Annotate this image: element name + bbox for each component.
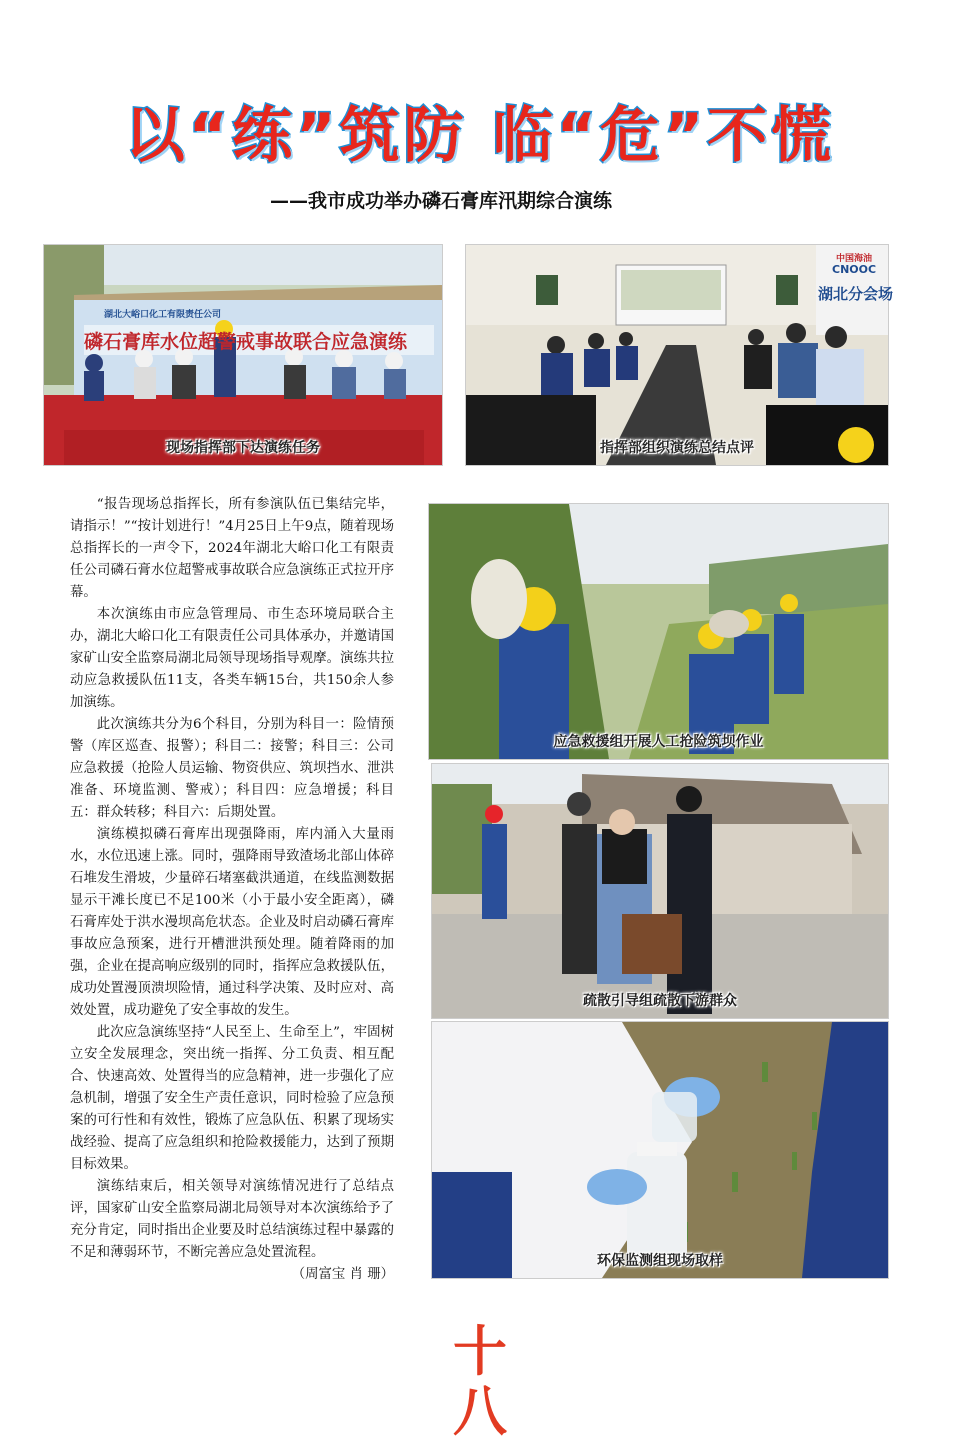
photo-caption: 应急救援组开展人工抢险筑坝作业 (553, 734, 764, 750)
banner-title: 磷石膏库水位超警戒事故联合应急演练 (84, 331, 408, 353)
page-number: 十八 (453, 1320, 507, 1443)
evacuation-scene-graphic (432, 764, 888, 1018)
wall-logo: 中国海油 (836, 254, 873, 264)
stage-scene-graphic (44, 245, 442, 465)
article-paragraph: “报告现场总指挥长，所有参演队伍已集结完毕，请指示！”“按计划进行！”4月25日上午9点，随着现场总指挥长的一声令下，2024年湖北大峪口化工有限责任公司磷石膏水位超警戒事故联合应急演练正式拉开序幕。 (70, 497, 394, 600)
photo-caption: 疏散引导组疏散下游群众 (583, 993, 737, 1009)
article-paragraph (70, 1176, 394, 1282)
article-paragraph: 演练模拟磷石膏库出现强降雨，库内涌入大量雨水，水位迅速上涨。同时，强降雨导致渣场北部山体碎石堆发生滑坡，少量碎石堵塞截洪通道，在线监测数据显示干滩长度已不足100米（小于最小安全距离），磷石膏库处于洪水漫坝高危状态。企业及时启动磷石膏库事故应急预案，进行开槽泄洪预处理。随着降雨的加强，企业在提高响应级别的同时，指挥应急救援队伍，成功处置漫顶溃坝险情，通过科学决策、及时应对、高效处置，成功避免了安全事故的发生。 (70, 827, 394, 1018)
photo-evacuation (431, 763, 889, 1019)
page-subtitle: ——我市成功举办磷石膏库汛期综合演练 (270, 190, 613, 212)
sampling-scene-graphic (432, 1022, 888, 1278)
article-author: （周富宝 肖 珊） (291, 1267, 394, 1282)
banner-company: 湖北大峪口化工有限责任公司 (104, 310, 222, 320)
dam-scene-graphic (429, 504, 888, 759)
photo-sampling (431, 1021, 889, 1279)
wall-text: 湖北分会场 (818, 285, 894, 303)
article-paragraph: 本次演练由市应急管理局、市生态环境局联合主办，湖北大峪口化工有限责任公司具体承办，并邀请国家矿山安全监察局湖北局领导现场指导观摩。演练共拉动应急救援队伍11支，各类车辆15台，共150余人参加演练。 (70, 607, 394, 710)
wall-logo-en: CNOOC (832, 263, 877, 276)
article-paragraph-text: 演练结束后，相关领导对演练情况进行了总结点评，国家矿山安全监察局湖北局领导对本次演练给予了充分肯定，同时指出企业要及时总结演练过程中暴露的不足和薄弱环节，不断完善应急处置流程。 (70, 1179, 394, 1260)
photo-caption: 现场指挥部下达演练任务 (166, 440, 320, 456)
article-paragraph: 此次演练共分为6个科目，分别为科目一：险情预警（库区巡查、报警）；科目二：接警；科目三：公司应急救援（抢险人员运输、物资供应、筑坝挡水、泄洪准备、环境监测、警戒）；科目四：应急增援；科目五：群众转移；科目六：后期处置。 (70, 717, 394, 820)
article-body (70, 494, 394, 1286)
article-paragraph: 此次应急演练坚持“人民至上、生命至上”，牢固树立安全发展理念，突出统一指挥、分工负责、相互配合、快速高效、处置得当的应急精神，进一步强化了应急机制，增强了安全生产责任意识，同时检验了应急预案的可行性和有效性，锻炼了应急队伍、积累了现场实战经验、提高了应急组织和抢险救援能力，达到了预期目标效果。 (70, 1025, 394, 1172)
page-title: 以“练”筑防 临“危”不慌 (124, 101, 836, 171)
photo-caption: 环保监测组现场取样 (597, 1253, 723, 1269)
photo-meeting-room (465, 244, 894, 466)
photo-caption: 指挥部组织演练总结点评 (600, 440, 754, 456)
meeting-scene-graphic (466, 245, 888, 465)
photo-dam-work (428, 503, 889, 760)
photo-command-stage (43, 244, 443, 466)
